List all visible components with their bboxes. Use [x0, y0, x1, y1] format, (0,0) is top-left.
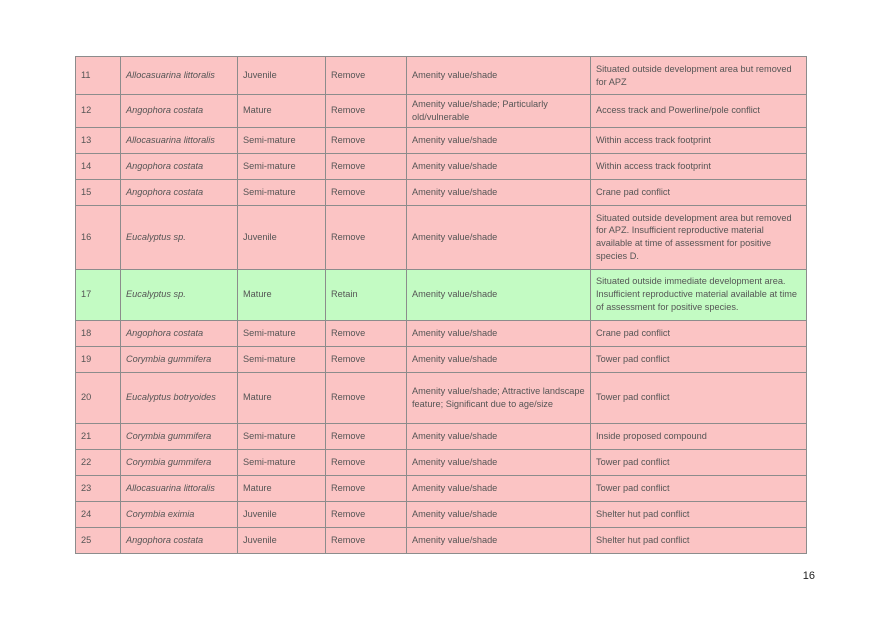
cell-age-class: Semi-mature	[238, 179, 326, 205]
table-row	[76, 501, 807, 527]
table-row	[76, 205, 807, 269]
cell-tree-number: 14	[76, 153, 121, 179]
cell-age-class: Juvenile	[238, 527, 326, 553]
cell-value: Amenity value/shade	[407, 423, 591, 449]
cell-action: Remove	[326, 501, 407, 527]
cell-tree-number: 17	[76, 269, 121, 320]
cell-reason: Access track and Powerline/pole conflict	[591, 95, 807, 128]
cell-action: Remove	[326, 57, 407, 95]
cell-value: Amenity value/shade	[407, 320, 591, 346]
table-body	[76, 57, 807, 554]
cell-age-class: Mature	[238, 372, 326, 423]
cell-tree-number: 16	[76, 205, 121, 269]
cell-reason: Tower pad conflict	[591, 346, 807, 372]
table-row	[76, 127, 807, 153]
cell-value: Amenity value/shade	[407, 179, 591, 205]
cell-action: Remove	[326, 449, 407, 475]
cell-species: Angophora costata	[121, 153, 238, 179]
cell-reason: Tower pad conflict	[591, 372, 807, 423]
cell-tree-number: 13	[76, 127, 121, 153]
cell-action: Remove	[326, 95, 407, 128]
cell-species: Eucalyptus sp.	[121, 205, 238, 269]
cell-action: Remove	[326, 153, 407, 179]
cell-species: Corymbia gummifera	[121, 346, 238, 372]
cell-reason: Inside proposed compound	[591, 423, 807, 449]
cell-species: Allocasuarina littoralis	[121, 57, 238, 95]
cell-species: Corymbia gummifera	[121, 449, 238, 475]
cell-species: Angophora costata	[121, 527, 238, 553]
table-row	[76, 449, 807, 475]
cell-age-class: Juvenile	[238, 205, 326, 269]
cell-reason: Tower pad conflict	[591, 449, 807, 475]
cell-species: Corymbia gummifera	[121, 423, 238, 449]
cell-species: Eucalyptus botryoides	[121, 372, 238, 423]
cell-species: Angophora costata	[121, 179, 238, 205]
table-row	[76, 346, 807, 372]
cell-reason: Situated outside development area but removed for APZ. Insufficient reproductive material available at time of assessment for positive species D.	[591, 205, 807, 269]
table-row	[76, 153, 807, 179]
cell-value: Amenity value/shade	[407, 501, 591, 527]
cell-tree-number: 25	[76, 527, 121, 553]
cell-reason: Shelter hut pad conflict	[591, 501, 807, 527]
cell-age-class: Semi-mature	[238, 423, 326, 449]
cell-reason: Situated outside development area but removed for APZ	[591, 57, 807, 95]
cell-value: Amenity value/shade	[407, 205, 591, 269]
table-row	[76, 423, 807, 449]
cell-tree-number: 11	[76, 57, 121, 95]
cell-value: Amenity value/shade	[407, 346, 591, 372]
cell-species: Angophora costata	[121, 320, 238, 346]
cell-age-class: Mature	[238, 475, 326, 501]
cell-value: Amenity value/shade	[407, 127, 591, 153]
cell-reason: Crane pad conflict	[591, 179, 807, 205]
cell-action: Remove	[326, 372, 407, 423]
cell-species: Eucalyptus sp.	[121, 269, 238, 320]
table-row	[76, 269, 807, 320]
cell-tree-number: 19	[76, 346, 121, 372]
cell-value: Amenity value/shade; Particularly old/vulnerable	[407, 95, 591, 128]
table-row	[76, 475, 807, 501]
cell-action: Remove	[326, 475, 407, 501]
cell-age-class: Mature	[238, 95, 326, 128]
cell-age-class: Juvenile	[238, 57, 326, 95]
cell-value: Amenity value/shade	[407, 57, 591, 95]
cell-value: Amenity value/shade	[407, 269, 591, 320]
cell-action: Remove	[326, 346, 407, 372]
cell-reason: Within access track footprint	[591, 127, 807, 153]
cell-action: Remove	[326, 320, 407, 346]
cell-reason: Shelter hut pad conflict	[591, 527, 807, 553]
cell-tree-number: 18	[76, 320, 121, 346]
table-row	[76, 527, 807, 553]
cell-tree-number: 22	[76, 449, 121, 475]
cell-tree-number: 20	[76, 372, 121, 423]
cell-action: Remove	[326, 527, 407, 553]
cell-value: Amenity value/shade	[407, 527, 591, 553]
cell-age-class: Semi-mature	[238, 153, 326, 179]
table-row	[76, 372, 807, 423]
table-row	[76, 95, 807, 128]
cell-reason: Within access track footprint	[591, 153, 807, 179]
cell-value: Amenity value/shade	[407, 449, 591, 475]
cell-value: Amenity value/shade	[407, 153, 591, 179]
cell-age-class: Mature	[238, 269, 326, 320]
cell-tree-number: 24	[76, 501, 121, 527]
table-row	[76, 57, 807, 95]
page-number: 16	[802, 570, 815, 582]
table-row	[76, 179, 807, 205]
cell-species: Angophora costata	[121, 95, 238, 128]
cell-value: Amenity value/shade	[407, 475, 591, 501]
cell-age-class: Semi-mature	[238, 127, 326, 153]
cell-value: Amenity value/shade; Attractive landscape feature; Significant due to age/size	[407, 372, 591, 423]
cell-species: Allocasuarina littoralis	[121, 127, 238, 153]
cell-action: Remove	[326, 205, 407, 269]
cell-action: Remove	[326, 423, 407, 449]
cell-reason: Crane pad conflict	[591, 320, 807, 346]
cell-action: Retain	[326, 269, 407, 320]
cell-tree-number: 23	[76, 475, 121, 501]
cell-tree-number: 21	[76, 423, 121, 449]
table-row	[76, 320, 807, 346]
cell-species: Allocasuarina littoralis	[121, 475, 238, 501]
tree-assessment-table	[75, 56, 807, 554]
cell-reason: Situated outside immediate development area. Insufficient reproductive material available at time of assessment for positive species.	[591, 269, 807, 320]
cell-species: Corymbia eximia	[121, 501, 238, 527]
cell-action: Remove	[326, 179, 407, 205]
cell-age-class: Semi-mature	[238, 346, 326, 372]
cell-reason: Tower pad conflict	[591, 475, 807, 501]
cell-age-class: Semi-mature	[238, 449, 326, 475]
cell-action: Remove	[326, 127, 407, 153]
cell-tree-number: 12	[76, 95, 121, 128]
cell-age-class: Semi-mature	[238, 320, 326, 346]
cell-tree-number: 15	[76, 179, 121, 205]
cell-age-class: Juvenile	[238, 501, 326, 527]
